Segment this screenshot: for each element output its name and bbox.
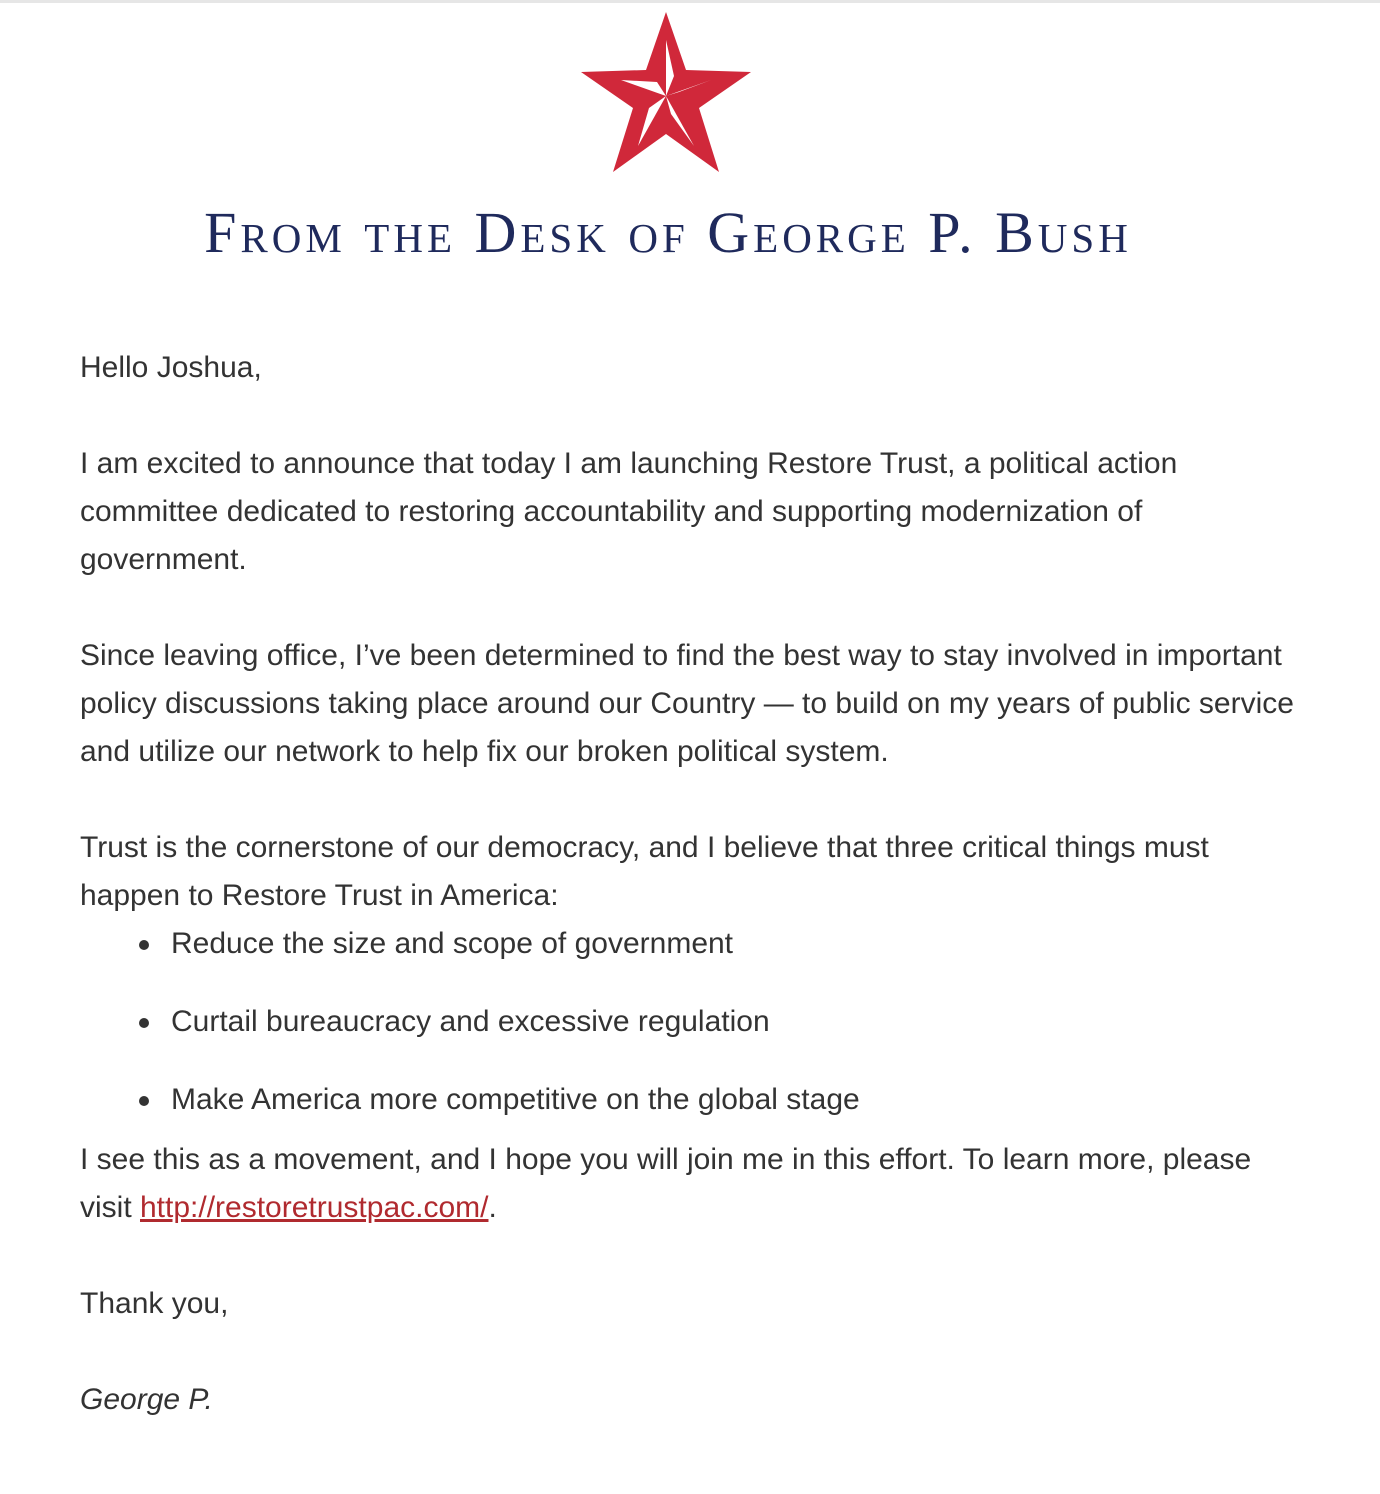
greeting: Hello Joshua, [80,351,262,384]
list-item: Curtail bureaucracy and excessive regulation [171,998,1300,1046]
closing-period: . [488,1191,497,1224]
paragraph-closing [80,1136,1300,1232]
star-logo-icon [579,10,753,176]
closing-text: I see this as a movement, and I hope you will join me in this effort. To learn more, please visit [80,1143,1252,1224]
letter-header [0,0,1380,290]
signature: George P. [80,1383,213,1416]
paragraph-background: Since leaving office, I’ve been determined to find the best way to stay involved in important policy discussions taking place around our Country — to build on my years of public service and utilize our network to help fix our broken political system. [80,639,1294,768]
paragraph-announcement: I am excited to announce that today I am launching Restore Trust, a political action committee dedicated to restoring accountability and supporting modernization of government. [80,447,1178,576]
masthead-title: From the Desk of George P. Bush [204,200,1132,265]
list-item: Make America more competitive on the global stage [171,1076,1300,1124]
restore-trust-link[interactable]: http://restoretrustpac.com/ [140,1191,489,1224]
priority-list [80,920,1300,1124]
paragraph-trust: Trust is the cornerstone of our democracy, and I believe that three critical things must happen to Restore Trust in America: [80,831,1209,912]
list-item: Reduce the size and scope of government [171,920,1300,968]
thanks-line: Thank you, [80,1287,229,1320]
letter-body [80,344,1300,1424]
